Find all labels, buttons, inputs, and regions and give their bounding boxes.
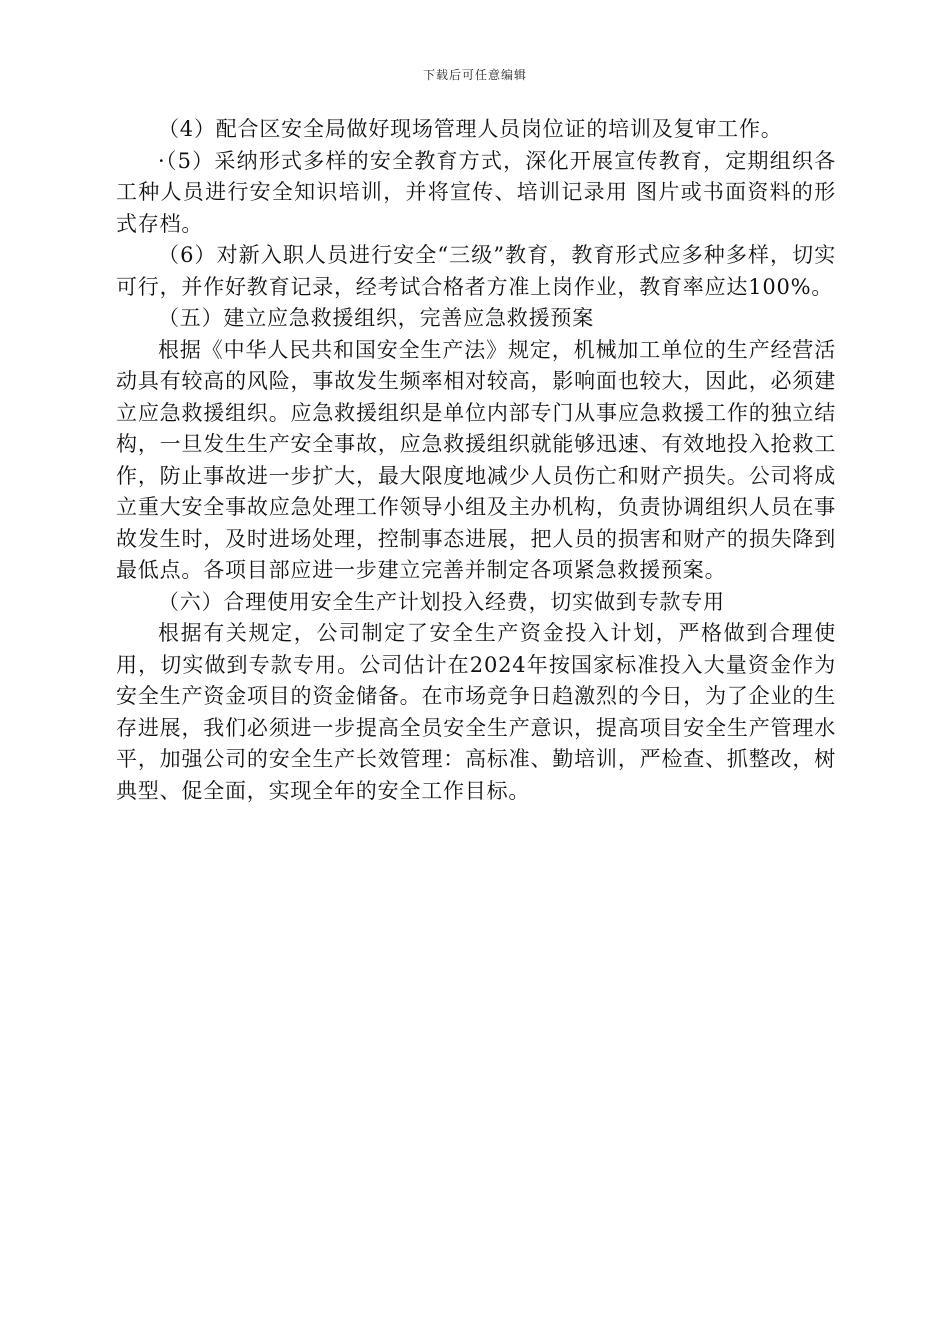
page-header: 下载后可任意编辑 xyxy=(422,68,527,82)
list-item-6: （6）对新入职人员进行安全“三级”教育，教育形式应多种多样，切实可行，并作好教育记录，经考试合格者方准上岗作业，教育率应达100%。 xyxy=(116,243,836,299)
list-item-5: ·（5）采纳形式多样的安全教育方式，深化开展宣传教育，定期组织各工种人员进行安全知识培训，并将宣传、培训记录用 图片或书面资料的形式存档。 xyxy=(116,148,836,236)
list-item-4: （4）配合区安全局做好现场管理人员岗位证的培训及复审工作。 xyxy=(158,117,783,141)
document-body xyxy=(116,114,836,807)
body-paragraph-emergency: 根据《中华人民共和国安全生产法》规定，机械加工单位的生产经营活动具有较高的风险，事故发生频率相对较高，影响面也较大，因此，必须建立应急救援组织。应急救援组织是单位内部专门从事应急救援工作的独立结构，一旦发生生产安全事故，应急救援组织就能够迅速、有效地投入抢救工作，防止事故进一步扩大，最大限度地减少人员伤亡和财产损失。公司将成立重大安全事故应急处理工作领导小组及主办机构，负责协调组织人员在事故发生时，及时进场处理，控制事态进展，把人员的损害和财产的损失降到最低点。各项目部应进一步建立完善并制定各项紧急救援预案。 xyxy=(116,337,836,582)
section-heading-6: （六）合理使用安全生产计划投入经费，切实做到专款专用 xyxy=(158,589,725,614)
section-heading-5: （五）建立应急救援组织，完善应急救援预案 xyxy=(158,306,594,330)
body-paragraph-funding: 根据有关规定，公司制定了安全生产资金投入计划，严格做到合理使用，切实做到专款专用。公司估计在2024年按国家标准投入大量资金作为安全生产资金项目的资金储备。在市场竞争日趋激烈的今日，为了企业的生存进展，我们必须进一步提高全员安全生产意识，提高项目安全生产管理水平，加强公司的安全生产长效管理：高标准、勤培训，严检查、抓整改，树典型、促全面，实现全年的安全工作目标。 xyxy=(116,621,836,803)
